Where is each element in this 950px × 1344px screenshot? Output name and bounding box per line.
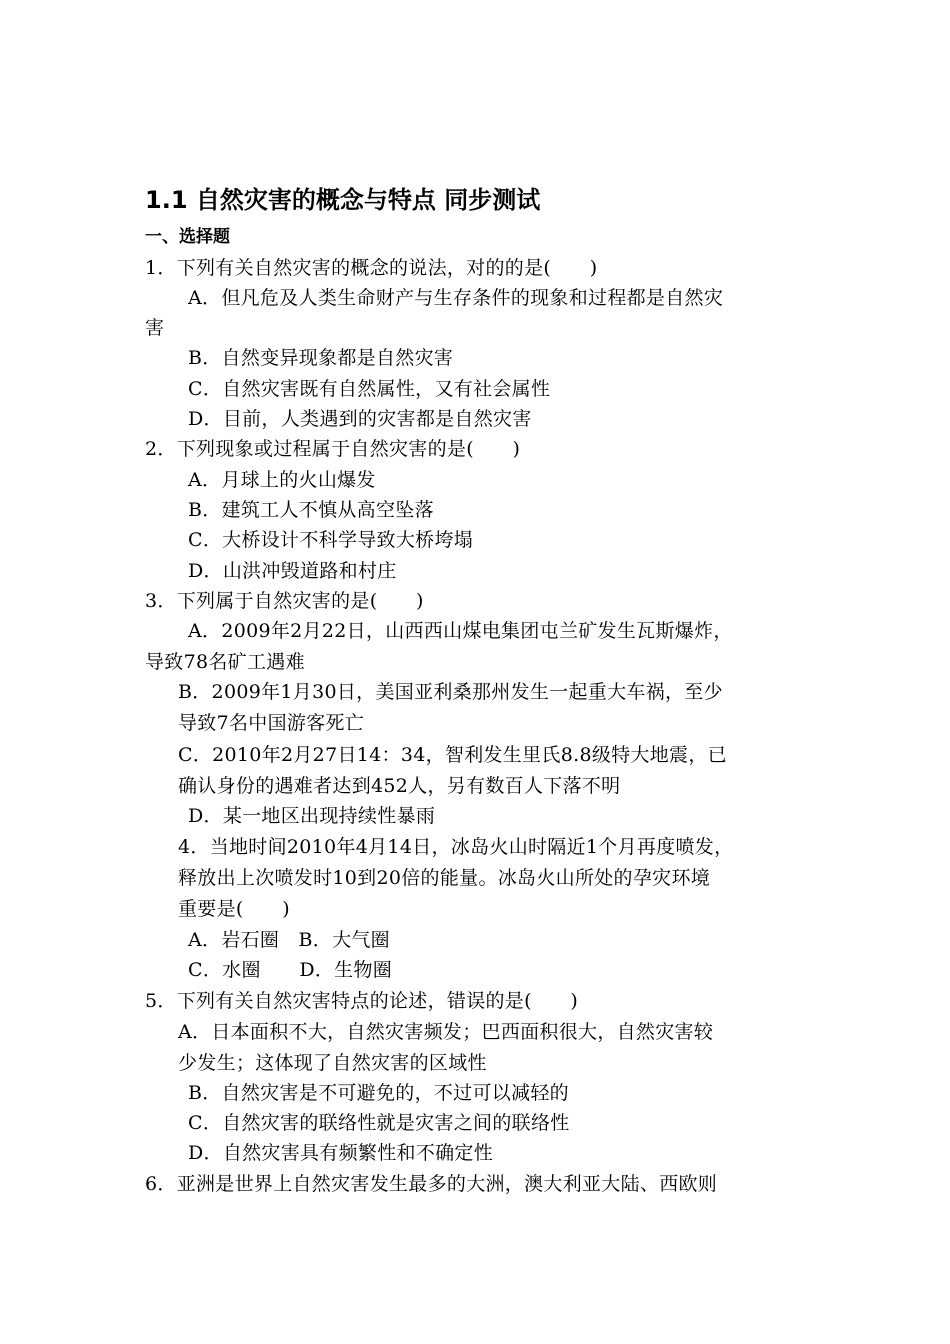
- question-3-option-b-cont: 导致7名中国游客死亡: [178, 712, 365, 734]
- question-5-option-b: B．自然灾害是不可避免的，不过可以减轻的: [188, 1082, 569, 1104]
- question-1-option-c: C．自然灾害既有自然属性，又有社会属性: [188, 378, 551, 400]
- question-5-option-c: C．自然灾害的联络性就是灾害之间的联络性: [188, 1112, 570, 1134]
- question-1: 1．下列有关自然灾害的概念的说法，对的的是( ): [145, 257, 598, 279]
- question-2-option-d: D．山洪冲毁道路和村庄: [188, 560, 397, 582]
- question-5: 5．下列有关自然灾害特点的论述，错误的是( ): [145, 990, 579, 1012]
- question-1-option-d: D．目前，人类遇到的灾害都是自然灾害: [188, 408, 532, 430]
- question-4-cont-1: 释放出上次喷发时10到20倍的能量。冰岛火山所处的孕灾环境: [178, 867, 711, 889]
- question-4-options-ab: A．岩石圈 B．大气圈: [188, 929, 390, 951]
- question-2: 2．下列现象或过程属于自然灾害的是( ): [145, 438, 521, 460]
- question-3-option-c: C．2010年2月27日14：34，智利发生里氏8.8级特大地震，已: [178, 744, 727, 766]
- question-1-option-a: A．但凡危及人类生命财产与生存条件的现象和过程都是自然灾: [188, 287, 724, 309]
- question-5-option-d: D．自然灾害具有频繁性和不确定性: [188, 1142, 494, 1164]
- question-3-option-a-cont: 导致78名矿工遇难: [145, 651, 305, 673]
- question-6: 6．亚洲是世界上自然灾害发生最多的大洲，澳大利亚大陆、西欧则: [145, 1173, 718, 1195]
- question-2-option-a: A．月球上的火山爆发: [188, 469, 376, 491]
- question-1-option-b: B．自然变异现象都是自然灾害: [188, 347, 454, 369]
- question-3-option-c-cont: 确认身份的遇难者达到452人，另有数百人下落不明: [178, 775, 621, 797]
- question-3: 3．下列属于自然灾害的是( ): [145, 590, 424, 612]
- question-1-option-a-cont: 害: [145, 317, 165, 339]
- question-2-option-c: C．大桥设计不科学导致大桥垮塌: [188, 529, 474, 551]
- question-3-option-b: B．2009年1月30日，美国亚利桑那州发生一起重大车祸，至少: [178, 681, 723, 703]
- question-2-option-b: B．建筑工人不慎从高空坠落: [188, 499, 434, 521]
- question-3-option-d: D．某一地区出现持续性暴雨: [188, 805, 436, 827]
- question-4-cont-2: 重要是( ): [178, 898, 290, 920]
- document-title: 1.1 自然灾害的概念与特点 同步测试: [145, 186, 541, 214]
- question-4-options-cd: C．水圈 D．生物圈: [188, 959, 393, 981]
- question-5-option-a: A．日本面积不大，自然灾害频发；巴西面积很大，自然灾害较: [178, 1021, 714, 1043]
- question-4: 4．当地时间2010年4月14日，冰岛火山时隔近1个月再度喷发，: [178, 836, 734, 858]
- question-5-option-a-cont: 少发生；这体现了自然灾害的区域性: [178, 1052, 487, 1074]
- question-3-option-a: A．2009年2月22日，山西西山煤电集团屯兰矿发生瓦斯爆炸，: [188, 620, 733, 642]
- section-heading: 一、选择题: [145, 227, 230, 247]
